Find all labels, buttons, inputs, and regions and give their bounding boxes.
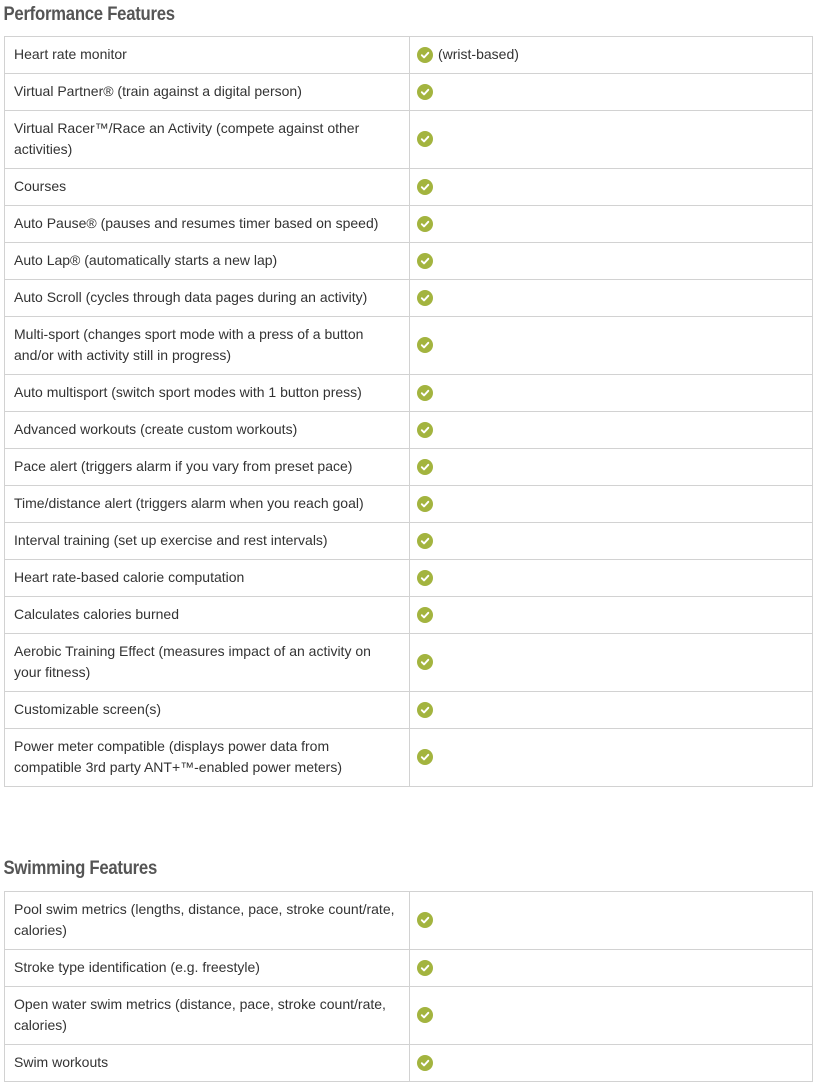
table-row <box>5 560 813 597</box>
feature-name: Aerobic Training Effect (measures impact of an activity on your fitness) <box>5 634 410 692</box>
feature-value <box>410 111 813 169</box>
feature-name: Power meter compatible (displays power data from compatible 3rd party ANT+™-enabled power meters) <box>5 729 410 787</box>
feature-value <box>410 486 813 523</box>
table-row <box>5 412 813 449</box>
feature-name: Calculates calories burned <box>5 597 410 634</box>
feature-value <box>410 560 813 597</box>
check-circle-icon <box>417 960 433 976</box>
check-circle-icon <box>417 912 433 928</box>
feature-name: Heart rate monitor <box>5 37 410 74</box>
feature-value <box>410 317 813 375</box>
feature-value <box>410 280 813 317</box>
table-row <box>5 169 813 206</box>
feature-name: Pool swim metrics (lengths, distance, pace, stroke count/rate, calories) <box>5 892 410 950</box>
feature-name: Advanced workouts (create custom workouts) <box>5 412 410 449</box>
feature-name: Virtual Partner® (train against a digital person) <box>5 74 410 111</box>
check-circle-icon <box>417 290 433 306</box>
feature-value <box>410 987 813 1045</box>
table-row <box>5 634 813 692</box>
table-row <box>5 243 813 280</box>
feature-name: Courses <box>5 169 410 206</box>
feature-value <box>410 523 813 560</box>
feature-value <box>410 892 813 950</box>
table-row <box>5 950 813 987</box>
feature-name: Auto Scroll (cycles through data pages during an activity) <box>5 280 410 317</box>
feature-value <box>410 375 813 412</box>
check-circle-icon <box>417 459 433 475</box>
section-title: Swimming Features <box>3 858 157 879</box>
feature-name: Stroke type identification (e.g. freestyle) <box>5 950 410 987</box>
table-row <box>5 987 813 1045</box>
table-row <box>5 486 813 523</box>
check-circle-icon <box>417 654 433 670</box>
feature-value <box>410 729 813 787</box>
check-circle-icon <box>417 1007 433 1023</box>
feature-name: Customizable screen(s) <box>5 692 410 729</box>
feature-value <box>410 1045 813 1082</box>
table-row <box>5 111 813 169</box>
check-circle-icon <box>417 749 433 765</box>
table-row <box>5 597 813 634</box>
feature-value <box>410 243 813 280</box>
feature-name: Heart rate-based calorie computation <box>5 560 410 597</box>
section-title: Performance Features <box>3 4 175 25</box>
check-circle-icon <box>417 253 433 269</box>
feature-value <box>410 950 813 987</box>
feature-name: Auto Lap® (automatically starts a new lap) <box>5 243 410 280</box>
performance-features-table <box>4 36 813 787</box>
table-row <box>5 523 813 560</box>
feature-note: (wrist-based) <box>438 46 519 62</box>
feature-name: Swim workouts <box>5 1045 410 1082</box>
feature-name: Pace alert (triggers alarm if you vary from preset pace) <box>5 449 410 486</box>
feature-name: Time/distance alert (triggers alarm when you reach goal) <box>5 486 410 523</box>
feature-name: Open water swim metrics (distance, pace, stroke count/rate, calories) <box>5 987 410 1045</box>
feature-value <box>410 37 813 74</box>
feature-value <box>410 597 813 634</box>
check-circle-icon <box>417 496 433 512</box>
feature-value <box>410 169 813 206</box>
table-row <box>5 74 813 111</box>
table-row <box>5 206 813 243</box>
check-circle-icon <box>417 1055 433 1071</box>
feature-name: Auto multisport (switch sport modes with 1 button press) <box>5 375 410 412</box>
feature-name: Interval training (set up exercise and rest intervals) <box>5 523 410 560</box>
check-circle-icon <box>417 216 433 232</box>
feature-name: Auto Pause® (pauses and resumes timer based on speed) <box>5 206 410 243</box>
feature-value <box>410 692 813 729</box>
feature-value <box>410 412 813 449</box>
check-circle-icon <box>417 607 433 623</box>
check-circle-icon <box>417 570 433 586</box>
check-circle-icon <box>417 179 433 195</box>
table-row <box>5 280 813 317</box>
table-row <box>5 729 813 787</box>
feature-value <box>410 206 813 243</box>
feature-value <box>410 634 813 692</box>
check-circle-icon <box>417 84 433 100</box>
check-circle-icon <box>417 337 433 353</box>
check-circle-icon <box>417 47 433 63</box>
table-row <box>5 692 813 729</box>
table-row <box>5 449 813 486</box>
check-circle-icon <box>417 702 433 718</box>
feature-name: Multi-sport (changes sport mode with a press of a button and/or with activity still in progress) <box>5 317 410 375</box>
table-row <box>5 1045 813 1082</box>
check-circle-icon <box>417 422 433 438</box>
check-circle-icon <box>417 533 433 549</box>
swimming-features-table <box>4 891 813 1082</box>
feature-value <box>410 74 813 111</box>
table-row <box>5 892 813 950</box>
check-circle-icon <box>417 385 433 401</box>
feature-name: Virtual Racer™/Race an Activity (compete against other activities) <box>5 111 410 169</box>
table-row <box>5 37 813 74</box>
table-row <box>5 317 813 375</box>
table-row <box>5 375 813 412</box>
feature-value <box>410 449 813 486</box>
check-circle-icon <box>417 131 433 147</box>
